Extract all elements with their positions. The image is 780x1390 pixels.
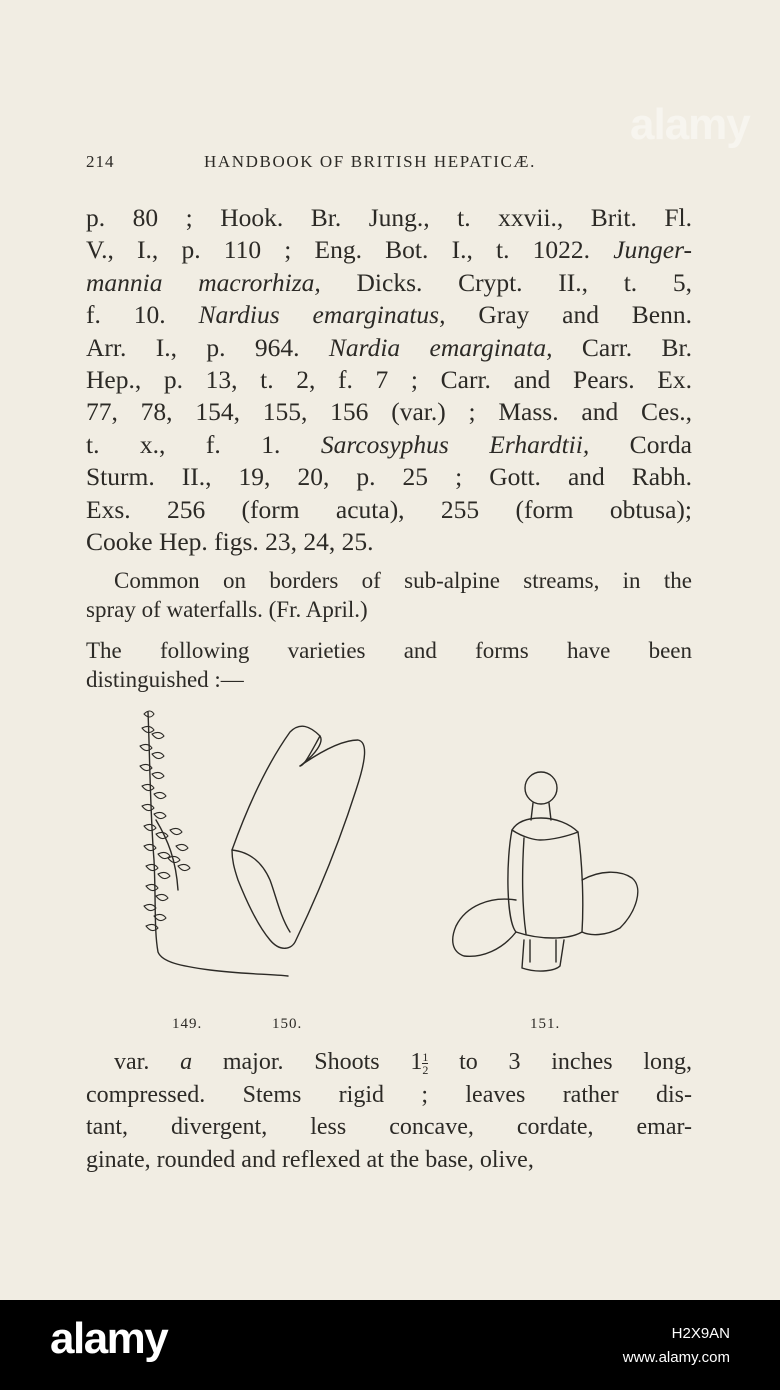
running-header	[86, 152, 692, 178]
italic-text: a	[180, 1049, 193, 1075]
text-line	[86, 202, 692, 234]
text-line: The following varieties and forms have been	[86, 638, 692, 663]
text-run: to 3 inches long,	[428, 1049, 692, 1075]
figure-149-moss-shoot-drawing	[140, 711, 288, 976]
text-run: Gray and Benn.	[445, 300, 692, 330]
running-title: HANDBOOK OF BRITISH HEPATICÆ.	[204, 152, 536, 171]
text-line	[86, 1144, 692, 1177]
italic-text: Nardius emarginatus,	[198, 300, 446, 330]
text-line	[86, 1111, 692, 1144]
italic-text: Nardia emarginata,	[328, 332, 553, 362]
text-run: V., I., p. 110 ; Eng. Bot. I., t. 1022.	[86, 235, 614, 265]
text-line	[86, 234, 692, 266]
references-paragraph	[86, 202, 692, 558]
text-run: Exs. 256 (form acuta), 255 (form obtusa);	[86, 494, 692, 524]
italic-text: Sarcosyphus Erhardtii,	[320, 429, 590, 459]
text-run: compressed. Stems rigid ; leaves rather dis-	[86, 1081, 692, 1108]
figure-label-149: 149.	[172, 1016, 203, 1032]
figure-label-150: 150.	[272, 1016, 303, 1032]
botanical-figure	[120, 700, 660, 1000]
text-run: major. Shoots 1	[192, 1049, 423, 1075]
text-line	[86, 526, 692, 558]
watermark-logo: alamy	[50, 1314, 168, 1363]
text-run: t. x., f. 1.	[86, 429, 321, 459]
watermark-text: alamy	[630, 100, 750, 149]
text-run: Hep., p. 13, t. 2, f. 7 ; Carr. and Pears. Ex.	[86, 365, 692, 395]
text-run: var.	[114, 1049, 181, 1075]
text-line: distinguished :—	[86, 667, 244, 692]
text-line	[86, 1046, 692, 1079]
text-run: Sturm. II., 19, 20, p. 25 ; Gott. and Rabh.	[86, 462, 692, 492]
intro-paragraph	[86, 636, 692, 694]
page-number: 214	[86, 152, 115, 171]
habitat-paragraph	[86, 566, 692, 624]
text-run: Arr. I., p. 964.	[86, 332, 329, 362]
figure-label-151: 151.	[530, 1016, 561, 1032]
text-run: Carr. Br.	[552, 332, 693, 362]
text-line	[86, 494, 692, 526]
figure-150-leaf-drawing	[232, 726, 365, 948]
italic-text: mannia macrorhiza,	[86, 267, 321, 297]
text-run: p. 80 ; Hook. Br. Jung., t. xxvii., Brit. Fl.	[86, 203, 692, 232]
text-run: tant, divergent, less concave, cordate, emar-	[86, 1114, 692, 1140]
text-line	[86, 1079, 692, 1112]
text-run: Cooke Hep. figs. 23, 24, 25.	[86, 527, 374, 557]
text-line	[86, 429, 692, 461]
watermark-image-id: H2X9AN	[671, 1325, 730, 1342]
text-run: Corda	[589, 429, 692, 459]
text-line: spray of waterfalls. (Fr. April.)	[86, 597, 368, 622]
text-line	[86, 461, 692, 493]
text-line	[86, 396, 692, 428]
text-line	[86, 267, 692, 299]
text-run: Dicks. Crypt. II., t. 5,	[320, 267, 692, 297]
italic-text: Junger-	[613, 235, 692, 265]
text-line	[86, 332, 692, 364]
variety-major-paragraph	[86, 1046, 692, 1176]
fraction: $\frac{1}{2}$	[422, 1050, 429, 1077]
text-run: f. 10.	[86, 300, 199, 330]
figure-151-perianth-drawing	[453, 772, 638, 971]
text-run: 77, 78, 154, 155, 156 (var.) ; Mass. and Ces.,	[86, 397, 692, 427]
text-line	[86, 364, 692, 396]
text-line	[86, 299, 692, 331]
watermark-url: www.alamy.com	[622, 1349, 730, 1366]
text-run: ginate, rounded and reflexed at the base, olive,	[86, 1146, 534, 1173]
text-line: Common on borders of sub-alpine streams, in the	[114, 568, 692, 593]
